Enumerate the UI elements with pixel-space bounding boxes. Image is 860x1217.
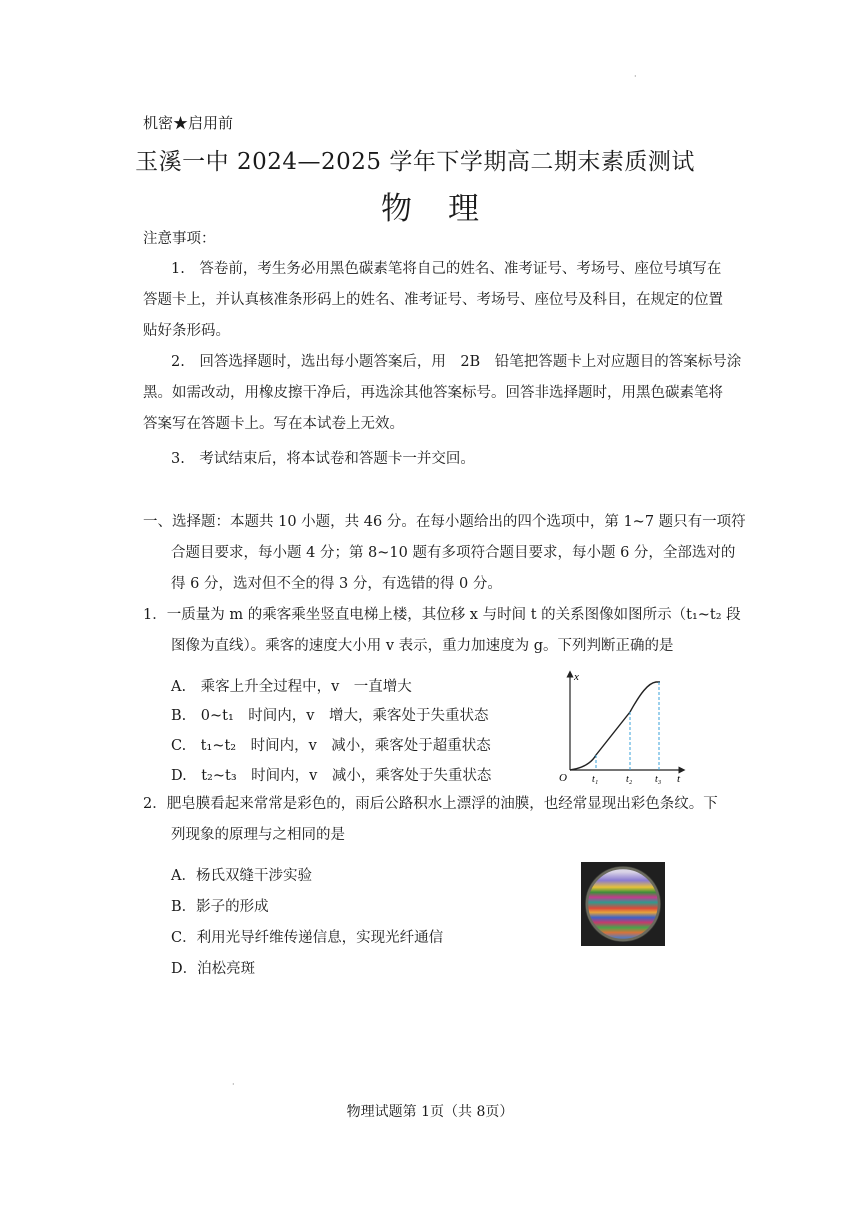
section1-line1: 一、选择题：本题共 10 小题，共 46 分。在每小题给出的四个选项中，第 1~7 题只有一项符	[143, 514, 746, 530]
subject-title: 物理	[381, 191, 515, 227]
q2-stem-line2: 列现象的原理与之相同的是	[171, 827, 345, 843]
section1-line2: 合题目要求，每小题 4 分；第 8~10 题有多项符合题目要求，每小题 6 分，全部选对的	[171, 545, 736, 561]
q2-option-a: A．杨氏双缝干涉实验	[171, 868, 312, 884]
q1-option-c: C. t₁~t₂ 时间内，v 减小，乘客处于超重状态	[171, 738, 491, 754]
x-axis-label: x	[574, 671, 579, 683]
t2-label: t₂	[626, 774, 633, 785]
q1-option-d: D. t₂~t₃ 时间内，v 减小，乘客处于失重状态	[171, 768, 492, 784]
scan-dot: ·	[634, 72, 637, 81]
q1-stem-line2: 图像为直线）。乘客的速度大小用 v 表示，重力加速度为 g。下列判断正确的是	[171, 638, 674, 654]
notice-item1-line1: 1. 答卷前，考生务必用黑色碳素笔将自己的姓名、准考证号、考场号、座位号填写在	[171, 261, 722, 277]
confidential-label: 机密★启用前	[143, 114, 234, 132]
t-axis-label: t	[677, 773, 681, 785]
section1-line3: 得 6 分，选对但不全的得 3 分，有选错的得 0 分。	[171, 576, 502, 592]
origin-label: O	[559, 772, 567, 784]
q2-option-d: D．泊松亮斑	[171, 961, 256, 977]
scan-dot: ·	[232, 1080, 235, 1089]
q2-option-b: B．影子的形成	[171, 899, 269, 915]
t1-label: t₁	[592, 774, 599, 785]
exam-title: 玉溪一中 2024—2025 学年下学期高二期末素质测试	[135, 149, 695, 175]
notice-item3: 3. 考试结束后，将本试卷和答题卡一并交回。	[171, 451, 475, 467]
displacement-time-graph	[556, 668, 690, 786]
q2-stem-line1: 2．肥皂膜看起来常常是彩色的，雨后公路积水上漂浮的油膜，也经常显现出彩色条纹。下	[143, 796, 718, 812]
t3-label: t₃	[655, 774, 662, 785]
soap-film-photo	[581, 862, 665, 946]
notice-item1-line2: 答题卡上，并认真核准条形码上的姓名、准考证号、考场号、座位号及科目，在规定的位置	[143, 292, 723, 308]
q1-option-b: B. 0~t₁ 时间内，v 增大，乘客处于失重状态	[171, 708, 489, 724]
notice-heading: 注意事项：	[143, 231, 216, 247]
q1-option-a: A. 乘客上升全过程中，v 一直增大	[171, 679, 412, 695]
notice-item2-line2: 黑。如需改动，用橡皮擦干净后，再选涂其他答案标号。回答非选择题时，用黑色碳素笔将	[143, 385, 723, 401]
q1-stem-line1: 1．一质量为 m 的乘客乘坐竖直电梯上楼，其位移 x 与时间 t 的关系图像如图所示（t₁~t₂ 段	[143, 607, 741, 623]
notice-item2-line3: 答案写在答题卡上。写在本试卷上无效。	[143, 416, 404, 432]
q2-option-c: C．利用光导纤维传递信息，实现光纤通信	[171, 930, 444, 946]
notice-item1-line3: 贴好条形码。	[143, 323, 230, 339]
x-t-curve	[570, 682, 660, 770]
page-footer: 物理试题第 1页（共 8页）	[346, 1104, 514, 1120]
notice-item2-line1: 2. 回答选择题时，选出每小题答案后，用 2B 铅笔把答题卡上对应题目的答案标号涂	[171, 354, 742, 370]
